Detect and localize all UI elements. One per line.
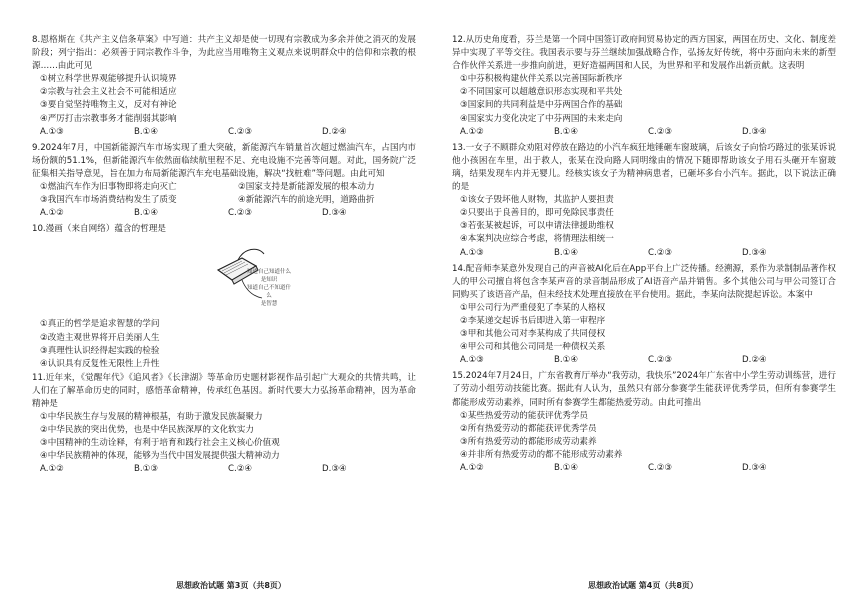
comic-caption [246, 268, 292, 308]
option-item: ②李某递交起诉书后即进入第一审程序 [460, 315, 606, 326]
choice-a: A.①② [460, 463, 484, 473]
option-item: ③若张某被起诉，可以申请法律援助维权 [460, 221, 614, 232]
question-stem: 15.2024年7月24日，广东省教育厅举办“我劳动，我快乐”2024年广东省中小学生劳动训练营，进行了劳动小组劳动技能比赛。据此有人认为，虽然只有部分参赛学生能获评优秀学员，但所有参赛学生都能形成劳动素养，同时所有参赛学生都能热爱劳动。由此可推出 [452, 371, 836, 408]
option-item: ④中华民族精神的体现，能够为当代中国发展提供强大精神动力 [40, 451, 280, 462]
option-item: ④甲公司和其他公司同是一种债权关系 [460, 342, 606, 353]
option-item: ①真正的哲学是追求智慧的学问 [40, 319, 160, 330]
question-15 [452, 370, 836, 475]
choice-b: B.①④ [554, 355, 579, 366]
choice-a: A.①② [40, 464, 64, 475]
comic-line: 知道自己不知道什么 [246, 285, 291, 300]
option-item: ③甲和其他公司对李某构成了共同侵权 [460, 329, 606, 340]
question-8 [32, 34, 416, 139]
question-11 [32, 372, 416, 477]
answer-choices [452, 247, 836, 260]
question-12 [452, 34, 836, 139]
option-item: ①甲公司行为严重侵犯了李某的人格权 [460, 302, 606, 313]
option-item: ③真理性认识经得起实践的检验 [40, 345, 160, 356]
question-13 [452, 142, 836, 260]
option-item: ④严厉打击宗教事务才能削弱其影响 [40, 113, 177, 124]
option-item: ②不同国家可以超越意识形态实现和平共处 [460, 87, 623, 98]
choice-a: A.①③ [460, 355, 484, 366]
choice-a: A.①③ [460, 247, 484, 258]
option-item: ①中华民族生存与发展的精神根基，有助于激发民族凝聚力 [40, 412, 263, 423]
page-footer-left: 思想政治试题 第3页（共8页） [176, 581, 286, 590]
comic-line: 知道自己知道什么 [246, 269, 291, 276]
choice-c: C.②④ [228, 464, 253, 475]
answer-choices [32, 207, 416, 220]
question-stem: 13.一女子不顾群众劝阻对停放在路边的小汽车疯狂地锤砸车窗玻璃，后该女子向恰巧路过的张某诉说他小孩困在车里，出于救人，张某在没向路人同明缘由的情况下随即帮助该女子用石头砸开车窗玻璃，结果发现车内并无婴儿。经核实该女子为精神病患者，已砸坏多台小汽车。据此，以下说法正确的是 [452, 142, 836, 193]
choice-b: B.①③ [134, 464, 159, 475]
comic-illustration [212, 240, 292, 312]
option-item: ①某些热爱劳动的能获评优秀学员 [460, 410, 589, 421]
option-item: ②改造主观世界将开启美丽人生 [40, 332, 160, 343]
question-stem: 14.配音师李某意外发现自己的声音被AI化后在App平台上广泛传播。经溯源，系作为录制制品著作权人的甲公司擅自将包含李某声音的录音制品形成了AI语音产品并销售。多个其他公司与甲公司签订合同购买了该语音产品，但未经技术处理直接放在平台使用。据此，李某向法院提起诉讼。本案中 [452, 263, 836, 300]
choice-d: D.③④ [742, 247, 767, 258]
option-item: ③国家间的共同利益是中芬两国合作的基础 [460, 100, 623, 111]
option-row [32, 181, 416, 194]
option-item: ②宗教与社会主义社会不可能相适应 [40, 87, 177, 98]
answer-choices [452, 126, 836, 139]
option-item: ③所有热爱劳动的都能形成劳动素养 [460, 436, 597, 447]
question-stem: 8.恩格斯在《共产主义信条草案》中写道：共产主义却是使一切现有宗教成为多余并使之消灭的发展阶段；列宁指出：必须善于同宗教作斗争，为此应当用唯物主义观点来说明群众中的信仰和宗教的根源……由此可见 [32, 35, 416, 72]
answer-choices [452, 462, 836, 475]
choice-b: B.①④ [554, 247, 579, 258]
option-item: ②所有热爱劳动的都能获评优秀学员 [460, 423, 597, 434]
option-item: ④国家实力变化决定了中芬两国的未来走向 [460, 113, 623, 124]
right-column [452, 34, 836, 478]
choice-d: D.③④ [742, 126, 767, 137]
choice-a: A.①② [460, 126, 484, 137]
answer-choices [32, 463, 416, 476]
choice-c: C.②③ [648, 463, 673, 473]
choice-c: C.②③ [648, 355, 673, 366]
answer-choices [32, 126, 416, 139]
option-item: ②只要出于良善目的，即可免除民事责任 [460, 208, 614, 219]
option-item: ①中芬积极构建伙伴关系以完善国际新秩序 [460, 74, 623, 85]
choice-b: B.①④ [134, 208, 159, 219]
option-item: ④新能源汽车的前途光明，道路曲折 [238, 195, 375, 206]
option-item: ④认识具有反复性无限性上升性 [40, 358, 160, 369]
question-stem: 9.2024年7月，中国新能源汽车市场实现了重大突破，新能源汽车销量首次超过燃油汽车，占国内市场份额的51.1%，但新能源汽车依然面临续航里程不足、充电设施不完善等问题。对此，国务院广泛征集相关指导意见，旨在加力布局新能源汽车充电基础设施，解决“找桩难”等问题。由此可知 [32, 142, 416, 179]
choice-d: D.③④ [322, 208, 347, 219]
option-row [32, 194, 416, 207]
comic-line: 是知识 [260, 277, 278, 284]
choice-d: D.③④ [322, 464, 347, 475]
option-item: ②中华民族的突出优势，也是中华民族深厚的文化软实力 [40, 425, 254, 436]
choice-d: D.③④ [742, 463, 767, 473]
question-9 [32, 142, 416, 221]
choice-b: B.①④ [134, 126, 159, 137]
option-item: ③中国精神的生动诠释，有利于培育和践行社会主义核心价值观 [40, 438, 280, 449]
question-stem: 12.从历史角度看，芬兰是第一个同中国签订政府间贸易协定的西方国家，两国在历史、文化、制度差异中实现了平等交往。我国表示要与芬兰继续加强战略合作，弘扬友好传统，将中芬面向未来的新型合作伙伴关系进一步推向前进，更好造福两国和人民，为世界和平和发展作出新贡献。这表明 [452, 35, 836, 72]
choice-a: A.①② [40, 208, 64, 219]
choice-d: D.②④ [742, 355, 767, 366]
choice-c: C.②③ [648, 126, 673, 137]
left-column [32, 34, 416, 480]
page-footer-right: 思想政治试题 第4页（共8页） [588, 581, 698, 590]
option-item: ①该女子毁坏他人财物，其监护人要担责 [460, 195, 614, 206]
choice-c: C.②③ [648, 247, 673, 258]
choice-c: C.②③ [228, 126, 253, 137]
comic-line: 是智慧 [260, 301, 278, 308]
option-item: ②国家支持是新能源发展的根本动力 [238, 182, 375, 193]
question-10 [32, 223, 416, 370]
option-item: ④并非所有热爱劳动的都不能形成劳动素养 [460, 449, 623, 460]
option-item: ④本案判决应综合考虑，将情理法相统一 [460, 234, 614, 245]
option-item: ③我国汽车市场消费结构发生了质变 [40, 195, 177, 206]
question-stem: 10.漫画（来自网络）蕴含的哲理是 [32, 224, 166, 235]
option-item: ①树立科学世界观能够提升认识境界 [40, 74, 177, 85]
question-14 [452, 263, 836, 368]
choice-b: B.①④ [554, 126, 579, 137]
option-item: ①燃油汽车作为旧事物即将走向灭亡 [40, 182, 177, 193]
choice-a: A.①③ [40, 126, 64, 137]
choice-d: D.②④ [322, 126, 347, 137]
question-stem: 11.近年来，《觉醒年代》《追风者》《长津湖》等革命历史题材影视作品引起广大观众的共情共鸣，让人们在了解革命历史的同时，感悟革命精神，传承红色基因。新时代要大力弘扬革命精神，因为革命精神是 [32, 372, 416, 409]
answer-choices [452, 354, 836, 367]
option-item: ③要自觉坚持唯物主义，反对有神论 [40, 100, 177, 111]
choice-b: B.①④ [554, 463, 579, 473]
choice-c: C.②③ [228, 208, 253, 219]
